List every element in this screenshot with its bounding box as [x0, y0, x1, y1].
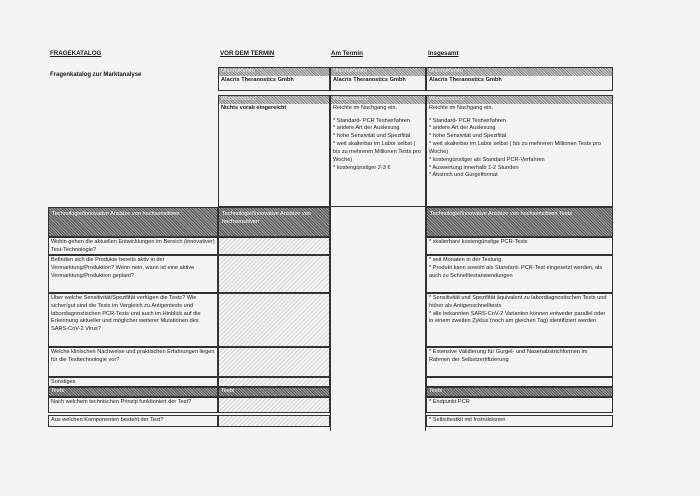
section-left-header: Technologie/Innovative Ansätze von hochsensitiven [48, 207, 218, 237]
answer-cell [426, 347, 613, 377]
answer-line: * alle bekannten SARS-CoV-2 Varianten können entweder parallel oder in einem zweiten Zyklus (noch am gleichen Tag) identifiziert werden [429, 310, 606, 325]
tests-question-cell: Aus welchen Komponenten besteht der Test? [48, 415, 218, 427]
vor-empty-cell [218, 237, 330, 255]
tests-ins-header: Tests [426, 387, 613, 397]
wissen-ins-line: * hohe Sensivität und Spezifität [429, 133, 507, 140]
unternehmen-ins-label: Unternehmen [427, 68, 612, 76]
tests-left-header: Tests [48, 387, 218, 397]
wissen-ins-cell [426, 95, 613, 207]
header-insgesamt: Insgesamt [428, 50, 459, 57]
wissen-am-cell [330, 95, 426, 207]
wissen-ins-line: * andere Art der Auslesung [429, 125, 496, 132]
tests-vor-header: Tests [218, 387, 330, 397]
wissen-vor-label: Wissensstand [219, 96, 329, 104]
question-cell: Befinden sich die Produkte bereits aktiv in der Vermarktung/Produktion? Wenn nein, wann ist eine aktive Vermarktung/Produktion geplant? [48, 255, 218, 293]
tests-question-cell: Nach welchem technischen Prinzip funktioniert der Test? [48, 397, 218, 413]
wissen-ins-line: Reichte im Nachgang ein. [429, 104, 494, 111]
answer-cell [426, 293, 613, 347]
vor-empty-cell [218, 255, 330, 293]
am-termin-empty-column [330, 207, 426, 431]
wissen-vor-value: Nichts vorab eingereicht [221, 104, 287, 111]
question-cell: Über welche Sensitivität/Spezifität verfügen die Tests? Wie sicher/gut sind die Tests im Vergleich zu Antigentests und labordiagnostischen PCR-Tests und auch im Hinblick auf die Erkennung aktueller und möglicher weiterer Mutationen des SARS-CoV-2 Virus? [48, 293, 218, 347]
header-fragenkatalog: FRAGEKATALOG [50, 50, 102, 57]
header-am-termin: Am Termin [331, 50, 363, 57]
unternehmen-am-value: Alacris Theranostics Gmbh [333, 76, 406, 83]
wissen-am-line: * weit skalierbar im Labor selbst ( bis zu mehreren Millionen Tests pro Woche) [333, 141, 421, 163]
vor-empty-cell [218, 415, 330, 427]
unternehmen-vor-value: Alacris Theranostics Gmbh [221, 76, 294, 83]
vor-empty-cell [218, 377, 330, 387]
answer-line: * Sensitivität und Spezifität äquivalent zu labordiagnostischen Tests und höher als Antigenschnelltests [429, 295, 607, 309]
wissen-ins-line: * Standard- PCR Testverfahren [429, 117, 507, 124]
wissen-am-label: Wissensstand [331, 96, 425, 104]
answer-line: * Extensive Validierung für Gurgel- und Nasenabstrichformen im Rahmen der Selbstzertifizierung [429, 349, 588, 363]
wissen-ins-line: * weit skalierbar im Labor selbst ( bis zu mehreren Millionen Tests pro Woche) [429, 141, 601, 155]
wissen-am-line: * Standard- PCR Testverfahren [333, 117, 411, 124]
wissen-am-line: * kostengünstiger 2-3 € [333, 164, 391, 171]
subtitle: Fragenkatalog zur Marktanalyse [50, 72, 142, 78]
vor-empty-cell [218, 397, 330, 413]
answer-cell [426, 237, 613, 255]
ins-empty-cell [426, 377, 613, 387]
vor-empty-cell [218, 293, 330, 347]
answer-cell [426, 255, 613, 293]
unternehmen-ins-value: Alacris Theranostics Gmbh [429, 76, 502, 83]
tests-answer-cell: * Endpunkt PCR [426, 397, 613, 413]
wissen-ins-line: * Abstrich und Gurgelformat [429, 172, 498, 179]
answer-line: * skalierbare kostengünstige PCR-Tests [429, 239, 528, 245]
unternehmen-ins-cell [426, 67, 613, 91]
vor-empty-cell [218, 347, 330, 377]
answer-line: * seit Monaten in der Testung [429, 257, 502, 263]
unternehmen-am-cell [330, 67, 426, 91]
tests-answer-cell: * Selbsttestkit mit Instruktionen [426, 415, 613, 427]
wissen-ins-label: Wissensstand [427, 96, 612, 104]
wissen-am-line: * hohe Sensivität und Spezifität [333, 133, 411, 140]
unternehmen-vor-label: Unternehmen [219, 68, 329, 76]
question-cell: Wohin gehen die aktuellen Entwicklungen im Bereich (innovativer) Test-Technologie? [48, 237, 218, 255]
question-cell: Welche klinischen Nachweise und praktischen Erfahrungen liegen für die Testtechnologie vor? [48, 347, 218, 377]
answer-line: * Produkt kann sowohl als Standard- PCR-Test eingesetzt werden, als auch zu Schnelltestanwendungen [429, 264, 603, 279]
header-vor-dem-termin: VOR DEM TERMIN [220, 50, 275, 57]
section-ins-header: Technologie/Innovative Ansätze von hochsensitiven Tests [426, 207, 613, 237]
wissen-am-line: Reichte im Nachgang ein. [333, 104, 398, 111]
wissen-am-line: * andere Art der Auslesung [333, 125, 400, 132]
section-vor-header: Technologie/Innovative Ansätze von hochsensitiven [218, 207, 330, 237]
unternehmen-vor-cell [218, 67, 330, 91]
sonstiges-label: Sonstiges [48, 377, 218, 387]
wissen-ins-line: * Auswertung innerhalb 1-2 Stunden [429, 164, 519, 171]
unternehmen-am-label: Unternehmen [331, 68, 425, 76]
wissen-vor-cell [218, 95, 330, 207]
wissen-ins-line: * kostengünstiger als Standard PCR-Verfahren [429, 156, 545, 163]
